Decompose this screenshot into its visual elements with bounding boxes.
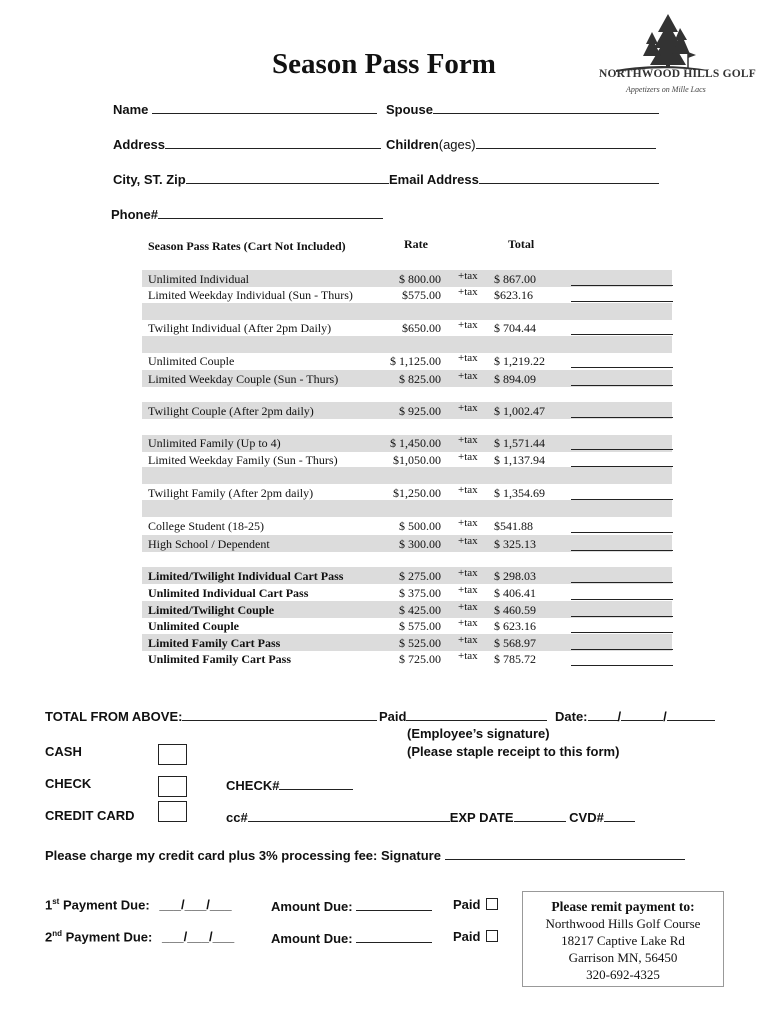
cash-checkbox[interactable] xyxy=(158,744,187,765)
quantity-blank[interactable] xyxy=(571,649,673,650)
quantity-blank[interactable] xyxy=(571,367,673,368)
credit-card-label: CREDIT CARD xyxy=(45,808,135,823)
charge-signature-field[interactable]: Please charge my credit card plus 3% processing fee: Signature xyxy=(45,846,685,863)
rate-row: Limited Family Cart Pass $ 525.00 +tax $ 568.97 xyxy=(148,636,673,652)
rates-header-rate: Rate xyxy=(404,237,428,251)
remit-line: Northwood Hills Golf Course xyxy=(545,916,701,931)
first-amount-due[interactable]: Amount Due: xyxy=(271,897,432,914)
staple-note: (Please staple receipt to this form) xyxy=(407,744,620,759)
rate-row: Limited/Twilight Couple $ 425.00 +tax $ 460.59 xyxy=(148,603,673,619)
rate-row: Twilight Family (After 2pm daily) $1,250.00 +tax $ 1,354.69 xyxy=(148,486,673,502)
total-field[interactable]: TOTAL FROM ABOVE: xyxy=(45,707,377,724)
quantity-blank[interactable] xyxy=(571,532,673,533)
city-field[interactable]: City, ST. Zip xyxy=(113,170,389,187)
remit-box xyxy=(522,891,724,987)
second-payment-due[interactable]: 2nd Payment Due: ___/___/___ xyxy=(45,929,235,945)
address-field[interactable]: Address xyxy=(113,135,381,152)
paid-field[interactable]: Paid xyxy=(379,707,547,724)
cc-number-field[interactable]: cc# EXP DATE CVD# xyxy=(226,808,635,825)
rates-header-total: Total xyxy=(508,237,535,251)
table-band xyxy=(142,303,672,320)
rate-row: Unlimited Individual Cart Pass $ 375.00 +tax $ 406.41 xyxy=(148,586,673,602)
rate-row: Limited Weekday Individual (Sun - Thurs) $575.00 +tax $623.16 xyxy=(148,288,673,304)
table-band xyxy=(142,500,672,517)
quantity-blank[interactable] xyxy=(571,582,673,583)
quantity-blank[interactable] xyxy=(571,550,673,551)
rate-row: Unlimited Couple $ 575.00 +tax $ 623.16 xyxy=(148,619,673,635)
cash-label: CASH xyxy=(45,744,82,759)
rate-row: High School / Dependent $ 300.00 +tax $ 325.13 xyxy=(148,537,673,553)
check-label: CHECK xyxy=(45,776,92,791)
spouse-field[interactable]: Spouse xyxy=(386,100,659,117)
quantity-blank[interactable] xyxy=(571,301,673,302)
email-field[interactable]: Email Address xyxy=(389,170,659,187)
rate-row: Unlimited Couple $ 1,125.00 +tax $ 1,219.22 xyxy=(148,354,673,370)
northwood-hills-logo xyxy=(596,10,756,100)
remit-line: Garrison MN, 56450 xyxy=(568,950,678,965)
first-paid-checkbox[interactable]: Paid xyxy=(453,897,498,912)
logo-text: NORTHWOOD HILLS GOLF xyxy=(599,68,756,80)
name-field[interactable]: Name xyxy=(113,100,377,117)
quantity-blank[interactable] xyxy=(571,466,673,467)
quantity-blank[interactable] xyxy=(571,334,673,335)
quantity-blank[interactable] xyxy=(571,385,673,386)
remit-line: 320-692-4325 xyxy=(586,967,660,982)
second-paid-checkbox[interactable]: Paid xyxy=(453,929,498,944)
check-checkbox[interactable] xyxy=(158,776,187,797)
rate-row: Limited Weekday Family (Sun - Thurs) $1,050.00 +tax $ 1,137.94 xyxy=(148,453,673,469)
quantity-blank[interactable] xyxy=(571,665,673,666)
rate-row: Twilight Couple (After 2pm daily) $ 925.00 +tax $ 1,002.47 xyxy=(148,404,673,420)
rate-row: Unlimited Family Cart Pass $ 725.00 +tax $ 785.72 xyxy=(148,652,673,668)
table-band xyxy=(142,336,672,353)
page-title: Season Pass Form xyxy=(272,48,496,80)
rate-row: Unlimited Individual $ 800.00 +tax $ 867.00 xyxy=(148,272,673,288)
employee-signature-note: (Employee’s signature) xyxy=(407,726,550,741)
remit-line: 18217 Captive Lake Rd xyxy=(561,933,685,948)
quantity-blank[interactable] xyxy=(571,632,673,633)
logo-tagline: Appetizers on Mille Lacs xyxy=(626,85,706,94)
rate-row: Limited/Twilight Individual Cart Pass $ 275.00 +tax $ 298.03 xyxy=(148,569,673,585)
quantity-blank[interactable] xyxy=(571,499,673,500)
credit-card-checkbox[interactable] xyxy=(158,801,187,822)
rate-row: Unlimited Family (Up to 4) $ 1,450.00 +tax $ 1,571.44 xyxy=(148,436,673,452)
quantity-blank[interactable] xyxy=(571,616,673,617)
children-field[interactable]: Children(ages) xyxy=(386,135,656,152)
rate-row: Limited Weekday Couple (Sun - Thurs) $ 825.00 +tax $ 894.09 xyxy=(148,372,673,388)
quantity-blank[interactable] xyxy=(571,599,673,600)
rate-row: College Student (18-25) $ 500.00 +tax $541.88 xyxy=(148,519,673,535)
rates-header-label: Season Pass Rates (Cart Not Included) xyxy=(148,239,346,253)
phone-field[interactable]: Phone# xyxy=(111,205,383,222)
second-amount-due[interactable]: Amount Due: xyxy=(271,929,432,946)
remit-heading: Please remit payment to: xyxy=(551,899,695,914)
date-field[interactable]: Date: / / xyxy=(555,707,715,724)
quantity-blank[interactable] xyxy=(571,285,673,286)
quantity-blank[interactable] xyxy=(571,449,673,450)
table-band xyxy=(142,467,672,484)
rate-row: Twilight Individual (After 2pm Daily) $650.00 +tax $ 704.44 xyxy=(148,321,673,337)
quantity-blank[interactable] xyxy=(571,417,673,418)
first-payment-due[interactable]: 1st Payment Due: ___/___/___ xyxy=(45,897,232,913)
check-number-field[interactable]: CHECK# xyxy=(226,776,353,793)
